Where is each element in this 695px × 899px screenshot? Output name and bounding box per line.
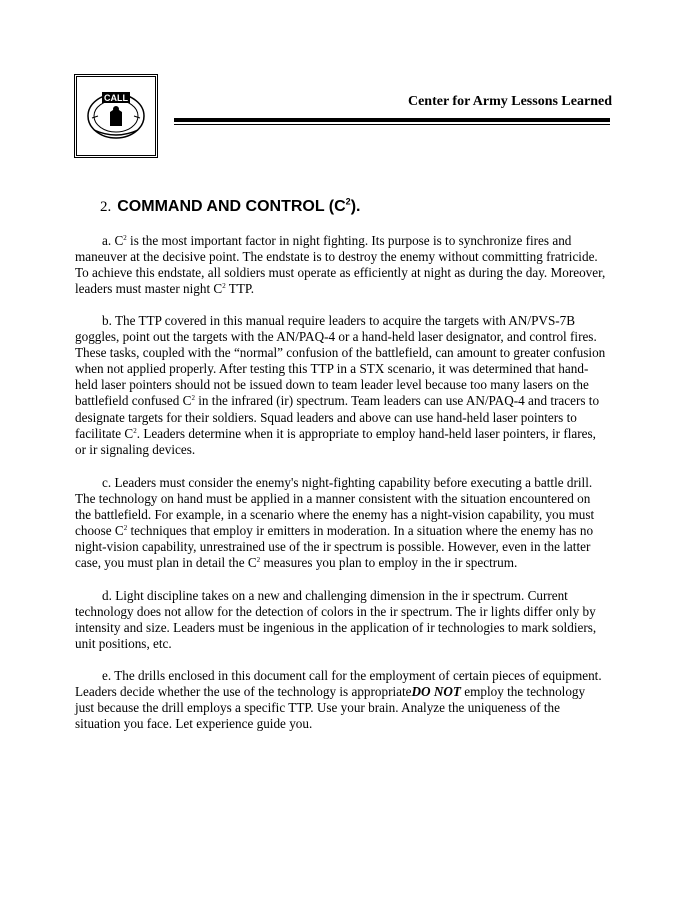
- paragraph-line: or ir signaling devices.: [75, 441, 196, 457]
- paragraph-line: [75, 281, 635, 297]
- paragraph-line: when not applied properly. After testing this TTP in a STX scenario, it was determined that hand-: [75, 361, 589, 377]
- paragraph-line: unit positions, etc.: [75, 636, 172, 652]
- paragraph-line: goggles, point out the targets with the AN/PAQ-4 or a hand-held laser designator, and control fires.: [75, 329, 597, 345]
- paragraph-d: [75, 588, 635, 652]
- header-rule-thin: [174, 124, 610, 125]
- emphasis-text: DO NOT: [411, 684, 461, 700]
- logo-text: CALL: [104, 93, 128, 103]
- paragraph-line: held laser pointers should not be issued down to team leader level because too many lasers on the: [75, 377, 589, 393]
- paragraph-line: b. The TTP covered in this manual require leaders to acquire the targets with AN/PVS-7B: [102, 313, 576, 328]
- superscript: 2: [256, 556, 261, 565]
- text-run: case, you must plan in detail the C: [75, 555, 257, 571]
- paragraph-line: technology does not allow for the detection of colors in the ir spectrum. The ir lights differ only by: [75, 604, 596, 620]
- logo-emblem: [82, 82, 150, 150]
- paragraph-line: [75, 684, 635, 700]
- paragraph-line: These tasks, coupled with the “normal” confusion of the battlefield, can amount to greater confusion: [75, 345, 606, 361]
- paragraph-line: [75, 555, 635, 571]
- text-run: in the infrared (ir) spectrum. Team leaders can use AN/PAQ-4 and tracers to: [194, 393, 600, 409]
- paragraph-line: d. Light discipline takes on a new and challenging dimension in the ir spectrum. Current: [102, 588, 568, 603]
- paragraph-line: [75, 426, 635, 442]
- paragraph-line: the battlefield. For example, in a scenario where the enemy has a night-vision capability, you must: [75, 507, 595, 523]
- text-run: facilitate C: [75, 425, 134, 441]
- paragraph-line: maneuver at the decisive point. The endstate is to destroy the enemy without committing fratricide.: [75, 249, 598, 265]
- superscript: 2: [123, 524, 128, 533]
- paragraph-line: intensity and size. Leaders must be ingenious in the application of ir technologies to mark soldiers,: [75, 620, 597, 636]
- section-title-end: ).: [350, 198, 361, 215]
- header-rule-thick: [174, 118, 610, 122]
- text-run: techniques that employ ir emitters in moderation. In a situation where the enemy has no: [127, 523, 594, 539]
- paragraph-line: designate targets for their soldiers. Squad leaders and above can use hand-held laser pointers to: [75, 409, 577, 425]
- paragraph-line: [75, 233, 635, 249]
- paragraph-line: [75, 523, 635, 539]
- superscript: 2: [133, 426, 137, 435]
- text-run: employ the technology: [460, 684, 586, 700]
- superscript: 2: [222, 282, 226, 291]
- header-org-name: Center for Army Lessons Learned: [407, 94, 612, 109]
- section-number: 2.: [100, 199, 112, 215]
- paragraph-line: e. The drills enclosed in this document call for the employment of certain pieces of equipment.: [102, 668, 602, 683]
- text-run: . Leaders determine when it is appropriate to employ hand-held laser pointers, ir flares,: [136, 425, 596, 441]
- text-run: leaders must master night C: [75, 281, 223, 297]
- call-logo: [74, 74, 158, 158]
- text-run: Leaders decide whether the use of the technology is appropriate: [75, 684, 412, 700]
- superscript: 2: [123, 234, 127, 242]
- superscript: 2: [191, 394, 195, 403]
- paragraph-b: [75, 313, 635, 458]
- paragraph-line: situation you face. Let experience guide you.: [75, 716, 313, 732]
- text-run: choose C: [75, 523, 124, 539]
- logo-seal-graphic: [82, 82, 150, 150]
- paragraph-line: just because the drill employs a specific TTP. Use your brain. Analyze the uniqueness of the: [75, 700, 561, 716]
- paragraph-c: [75, 475, 635, 572]
- paragraph-a: [75, 233, 635, 297]
- text-run: is the most important factor in night fighting. Its purpose is to synchronize fires and: [126, 233, 572, 248]
- paragraph-line: To achieve this endstate, all soldiers must operate as efficiently at night as during the day. Moreover,: [75, 265, 606, 281]
- section-title: [117, 198, 360, 215]
- paragraph-line: [75, 393, 635, 409]
- text-run: a. C: [102, 233, 124, 248]
- section-heading: [100, 198, 360, 216]
- section-title-sup: 2: [345, 196, 351, 207]
- section-title-text: COMMAND AND CONTROL (C: [117, 198, 346, 215]
- text-run: TTP.: [225, 281, 255, 297]
- paragraph-line: The technology on hand must be applied in a manner consistent with the situation encountered on: [75, 491, 591, 507]
- paragraph-line: night-vision capability, unrestrained use of the ir spectrum is possible. However, even in the latter: [75, 539, 591, 555]
- text-run: measures you plan to employ in the ir spectrum.: [260, 555, 518, 571]
- paragraph-line: c. Leaders must consider the enemy's night-fighting capability before executing a battle drill.: [102, 475, 593, 490]
- text-run: battlefield confused C: [75, 393, 192, 409]
- paragraph-e: [75, 668, 635, 732]
